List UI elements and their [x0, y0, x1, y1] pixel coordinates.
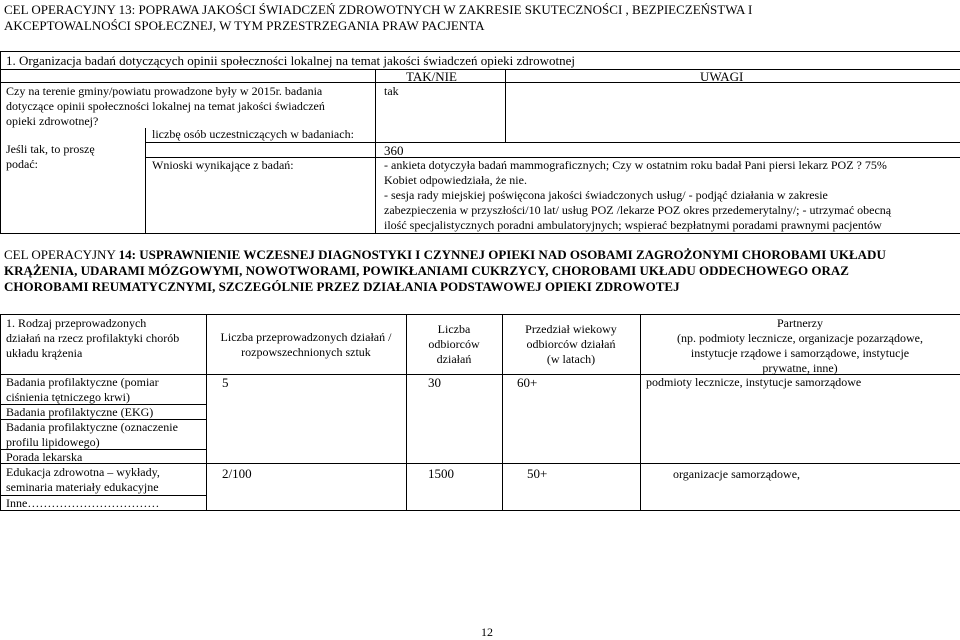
count-label: liczbę osób uczestniczących w badaniach: [152, 127, 354, 141]
col-taknie-header: TAK/NIE [406, 69, 457, 84]
header-age-range: Przedział wiekowy odbiorców działań (w latach) [525, 322, 617, 366]
header-activity-type: 1. Rodzaj przeprowadzonych działań na rzecz profilaktyki chorób układu krążenia [6, 316, 180, 360]
header-partners: Partnerzy (np. podmioty lecznicze, organizacje pozarządowe, instytucje rządowe i samorządowe, instytucje prywatne, inne) [677, 316, 923, 375]
cel14-title: USPRAWNIENIE WCZESNEJ DIAGNOSTYKI I CZYNNEJ OPIEKI NAD OSOBAMI ZAGROŻONYMI CHOROBAMI UKŁADU [139, 247, 886, 262]
table-row-label: Badania profilaktyczne (pomiar ciśnienia tętniczego krwi) [6, 375, 159, 404]
row1-recipients: 30 [428, 375, 441, 390]
table-row-label: Porada lekarska [6, 450, 83, 464]
table-row-label: Badania profilaktyczne (EKG) [6, 405, 154, 419]
row5-partners: organizacje samorządowe, [673, 467, 801, 481]
table1-title: 1. Organizacja badań dotyczących opinii społeczności lokalnej na temat jakości świadczeń opieki zdrowotnej [6, 53, 576, 68]
table-row-label: Badania profilaktyczne (oznaczenie profilu lipidowego) [6, 420, 178, 449]
cel14-line3: CHOROBAMI REUMATYCZNYMI, SZCZEGÓLNIE PRZEZ DZIAŁANIA PODSTAWOWEJ OPIEKI ZDROWOTEJ [4, 279, 680, 294]
col-uwagi-header: UWAGI [700, 69, 744, 84]
cel13-heading [4, 2, 752, 34]
cel14-line2: KRĄŻENIA, UDARAMI MÓZGOWYMI, NOWOTWORAMI, POWIKŁANIAMI CUKRZYCY, CHOROBAMI UKŁADU ODDECHOWEGO ORAZ [4, 263, 849, 278]
count-value: 360 [384, 143, 404, 158]
table-row-label: Inne…………………………… [6, 496, 160, 510]
header-recipients: Liczba odbiorców działań [428, 322, 480, 366]
answer-value: tak [384, 84, 399, 98]
cel14-heading [4, 247, 960, 295]
if-yes-label: Jeśli tak, to proszę podać: [6, 142, 95, 171]
cel13-line2: AKCEPTOWALNOŚCI SPOŁECZNEJ, W TYM PRZESTRZEGANIA PRAW PACJENTA [4, 18, 485, 33]
page-number: 12 [481, 625, 493, 639]
cel14-number: 14: [118, 247, 136, 262]
cel13-line1: CEL OPERACYJNY 13: POPRAWA JAKOŚCI ŚWIADCZEŃ ZDROWOTNYCH W ZAKRESIE SKUTECZNOŚCI , BEZPIECZEŃSTWA I [4, 2, 753, 17]
cel14-prefix: CEL OPERACYJNY [4, 247, 119, 262]
row5-recipients: 1500 [428, 466, 454, 481]
conclusions-text: - ankieta dotyczyła badań mammograficznych; Czy w ostatnim roku badał Pani piersi lekarz POZ ? 75% Kobiet odpowiedziała, że nie. - sesja rady miejskiej poświęcona jakości świadczonych usług/ - podjąć działania w zakresie zabezpieczenia w przyszłości/10 lat/ usług POZ /lekarze POZ okres przedemerytalny/; - utrzymać obecną ilość specjalistycznych poradni ambulatoryjnych; wspierać bezpłatnymi poradami prawnymi pacjentów [384, 158, 892, 232]
row5-age: 50+ [527, 466, 548, 481]
question-text: Czy na terenie gminy/powiatu prowadzone były w 2015r. badania dotyczące opinii społeczności lokalnej na temat jakości świadczeń opieki zdrowotnej? [6, 84, 325, 128]
header-activity-count: Liczba przeprowadzonych działań / rozpowszechnionych sztuk [220, 330, 392, 359]
row1-age: 60+ [517, 375, 538, 390]
table-row-label: Edukacja zdrowotna – wykłady, seminaria materiały edukacyjne [6, 465, 160, 494]
row5-count: 2/100 [222, 466, 252, 481]
row1-partners: podmioty lecznicze, instytucje samorządowe [646, 375, 862, 389]
row1-count: 5 [222, 375, 229, 390]
conclusions-label: Wnioski wynikające z badań: [152, 158, 294, 172]
